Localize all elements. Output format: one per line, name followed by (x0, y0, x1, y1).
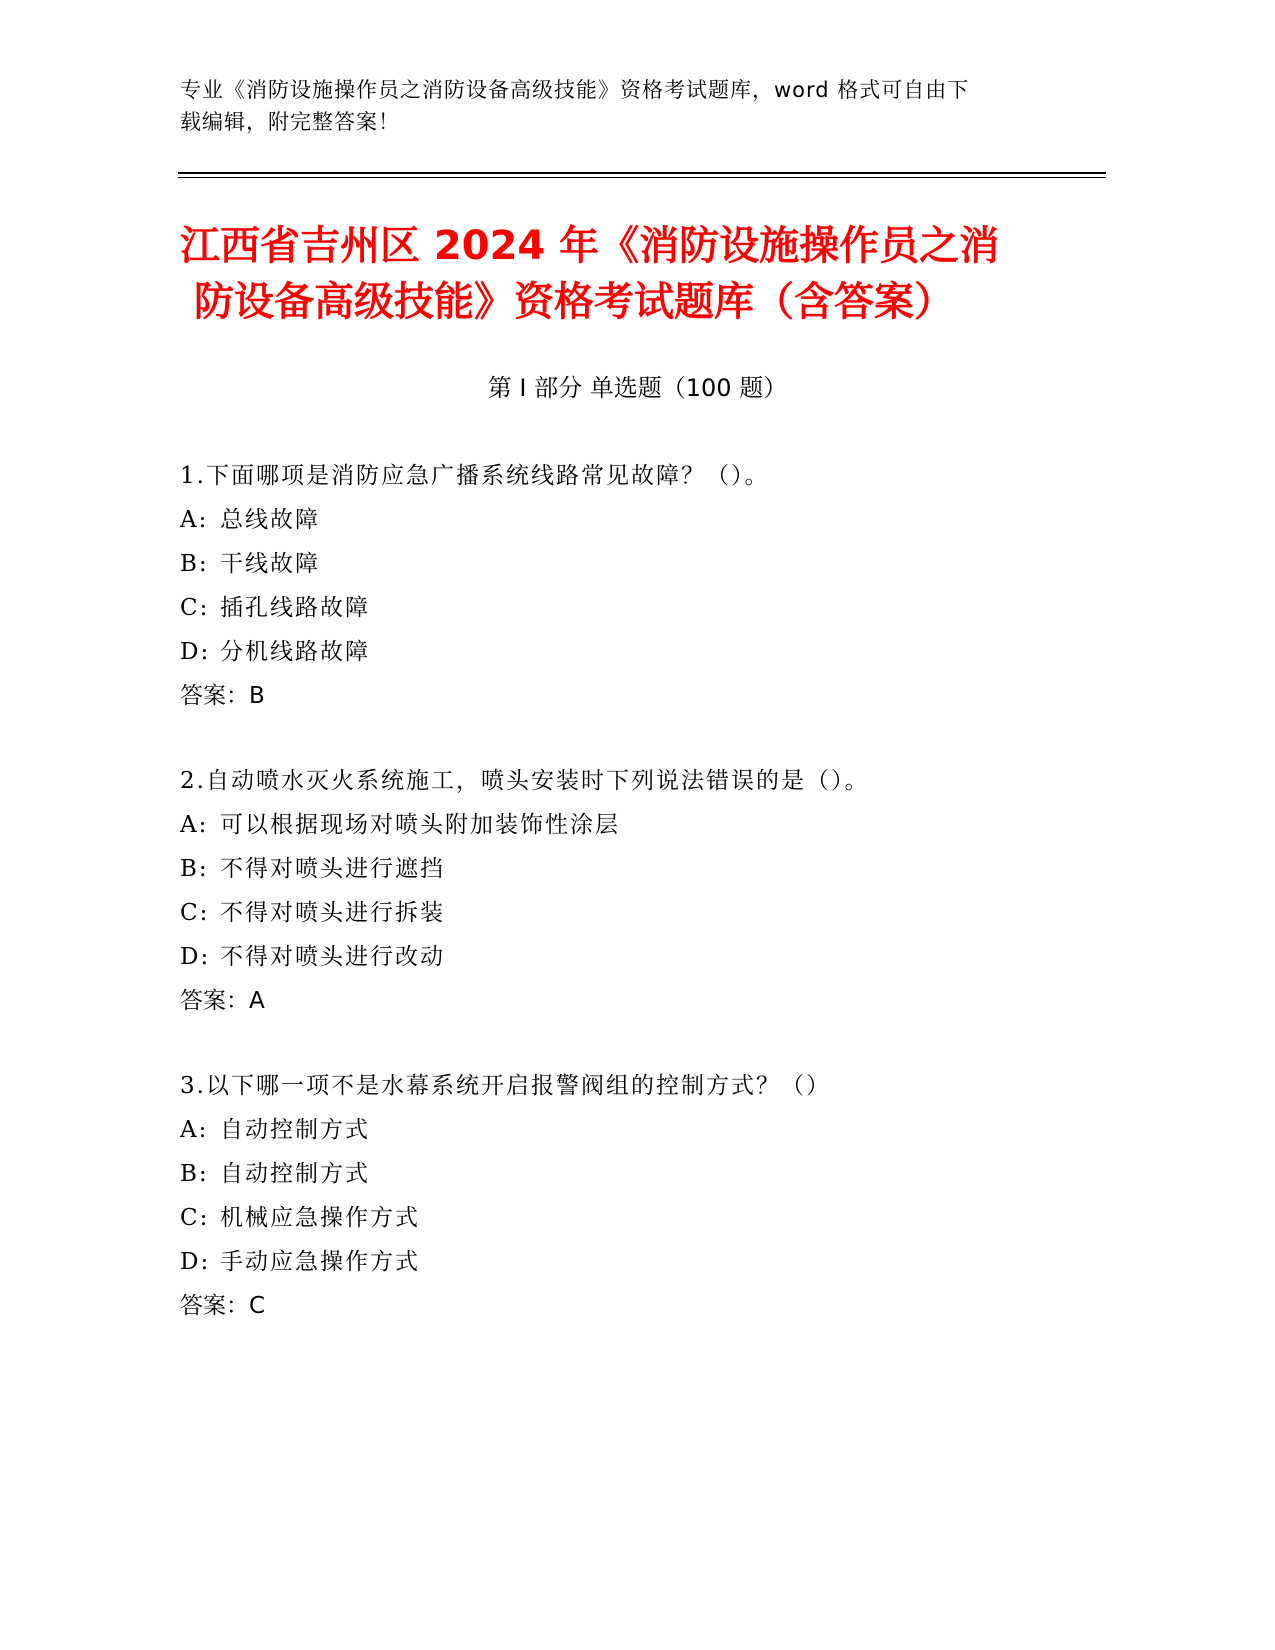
option-text: 自动控制方式 (220, 1117, 370, 1143)
question-text: 2.自动喷水灭火系统施工，喷头安装时下列说法错误的是（）。 (180, 768, 870, 794)
option-letter: C: (180, 1205, 210, 1231)
option-text: 自动控制方式 (220, 1161, 370, 1187)
option-b (180, 1152, 1080, 1196)
header-divider-thick (178, 172, 1106, 174)
question-block-1 (180, 454, 1080, 718)
option-c (180, 891, 1080, 935)
option-letter: B: (180, 551, 209, 577)
option-text: 手动应急操作方式 (220, 1249, 420, 1275)
option-b (180, 542, 1080, 586)
option-letter: A: (180, 812, 209, 838)
option-b (180, 847, 1080, 891)
option-d (180, 1240, 1080, 1284)
answer: 答案：A (180, 988, 265, 1014)
option-text: 插孔线路故障 (220, 595, 370, 621)
header-note-line1: 专业《消防设施操作员之消防设备高级技能》资格考试题库，word 格式可自由下 (180, 78, 970, 102)
option-letter: C: (180, 595, 210, 621)
option-text: 可以根据现场对喷头附加装饰性涂层 (220, 812, 620, 838)
option-letter: D: (180, 944, 211, 970)
option-letter: D: (180, 639, 211, 665)
option-letter: B: (180, 1161, 209, 1187)
option-letter: A: (180, 1117, 209, 1143)
option-d (180, 935, 1080, 979)
option-text: 分机线路故障 (220, 639, 370, 665)
answer: 答案：B (180, 683, 265, 709)
option-a (180, 498, 1080, 542)
question-block-2 (180, 759, 1080, 1023)
option-text: 不得对喷头进行拆装 (220, 900, 445, 926)
option-text: 机械应急操作方式 (220, 1205, 420, 1231)
question-block-3 (180, 1064, 1080, 1328)
answer: 答案：C (180, 1293, 266, 1319)
question-text: 1.下面哪项是消防应急广播系统线路常见故障？（）。 (180, 463, 770, 489)
option-text: 不得对喷头进行遮挡 (220, 856, 445, 882)
option-a (180, 803, 1080, 847)
document-title (180, 218, 1080, 330)
option-a (180, 1108, 1080, 1152)
document-title-line1: 江西省吉州区 2024 年《消防设施操作员之消 (180, 223, 1000, 269)
option-letter: D: (180, 1249, 211, 1275)
option-text: 干线故障 (220, 551, 320, 577)
header-note-line2: 载编辑，附完整答案！ (180, 110, 400, 134)
question-text: 3.以下哪一项不是水幕系统开启报警阀组的控制方式？（） (180, 1073, 831, 1099)
header-note (180, 74, 1040, 138)
option-letter: B: (180, 856, 209, 882)
option-text: 总线故障 (220, 507, 320, 533)
document-title-line2: 防设备高级技能》资格考试题库（含答案） (194, 279, 954, 325)
option-d (180, 630, 1080, 674)
option-letter: C: (180, 900, 210, 926)
option-c (180, 1196, 1080, 1240)
section-heading: 第 I 部分 单选题（100 题） (487, 374, 788, 402)
option-letter: A: (180, 507, 209, 533)
option-text: 不得对喷头进行改动 (220, 944, 445, 970)
header-divider-thin (178, 177, 1106, 178)
option-c (180, 586, 1080, 630)
